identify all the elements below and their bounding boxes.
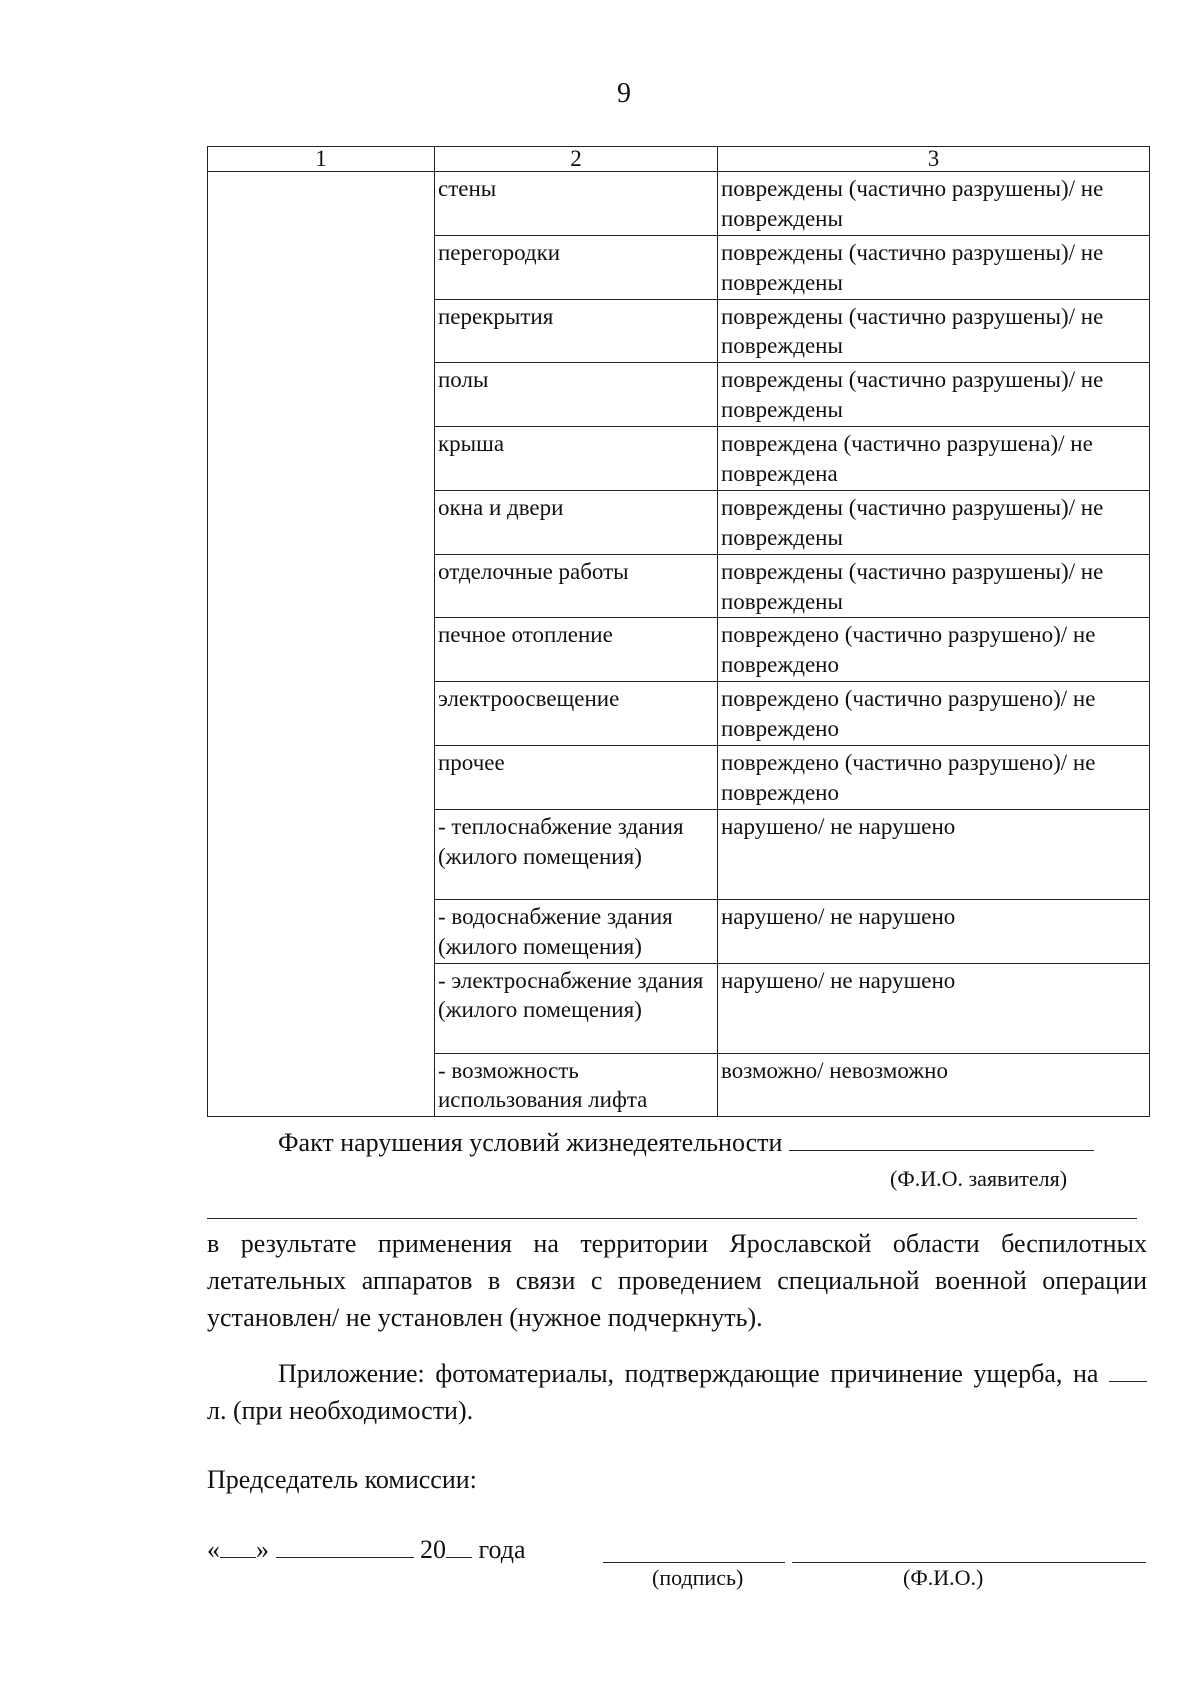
element-cell: электроосвещение	[435, 682, 718, 746]
element-cell: полы	[435, 363, 718, 427]
status-cell: повреждены (частично разрушены)/ не повреждены	[718, 235, 1150, 299]
status-cell: возможно/ невозможно	[718, 1053, 1150, 1117]
column-header-2: 2	[435, 147, 718, 172]
element-cell: окна и двери	[435, 490, 718, 554]
appendix-text-end: л. (при необходимости).	[207, 1395, 474, 1425]
status-cell: повреждена (частично разрушена)/ не повреждена	[718, 427, 1150, 491]
element-cell: - возможность использования лифта	[435, 1053, 718, 1117]
element-cell: печное отопление	[435, 618, 718, 682]
table-header-row	[208, 147, 1150, 172]
table-row	[208, 172, 1150, 236]
element-cell: - водоснабжение здания (жилого помещения)	[435, 899, 718, 963]
merged-object-cell	[208, 172, 435, 1117]
signature-caption: (подпись)	[652, 1565, 744, 1590]
date-line	[207, 1532, 526, 1569]
status-cell: повреждены (частично разрушены)/ не повреждены	[718, 363, 1150, 427]
status-cell: повреждено (частично разрушено)/ не повреждено	[718, 746, 1150, 810]
status-cell: повреждены (частично разрушены)/ не повреждены	[718, 299, 1150, 363]
status-cell: повреждено (частично разрушено)/ не повреждено	[718, 618, 1150, 682]
day-blank[interactable]	[220, 1557, 256, 1558]
fact-continuation-paragraph: в результате применения на территории Ярославской области беспилотных летательных аппаратов в связи с проведением специальной военной операции установлен/ не установлен (нужное подчеркнуть).	[207, 1229, 1147, 1332]
page-number: 9	[617, 78, 631, 109]
status-cell: нарушено/ не нарушено	[718, 809, 1150, 899]
chairman-name-blank[interactable]	[792, 1562, 1146, 1563]
year-blank[interactable]	[446, 1557, 472, 1558]
appendix-text-start: Приложение: фотоматериалы, подтверждающие причинение ущерба, на	[278, 1359, 1099, 1388]
element-cell: прочее	[435, 746, 718, 810]
status-cell: повреждены (частично разрушены)/ не повреждены	[718, 490, 1150, 554]
month-blank[interactable]	[276, 1557, 414, 1558]
year-prefix: 20	[420, 1535, 446, 1564]
element-cell: перегородки	[435, 235, 718, 299]
status-cell: повреждены (частично разрушены)/ не повреждены	[718, 554, 1150, 618]
chairman-label: Председатель комиссии:	[207, 1465, 477, 1494]
damage-assessment-table	[207, 146, 1150, 1117]
status-cell: нарушено/ не нарушено	[718, 899, 1150, 963]
element-cell: - теплоснабжение здания (жилого помещения)	[435, 809, 718, 899]
column-header-1: 1	[208, 147, 435, 172]
chairman-name-caption: (Ф.И.О.)	[903, 1565, 984, 1590]
fact-label: Факт нарушения условий жизнедеятельности	[278, 1128, 783, 1157]
element-cell: крыша	[435, 427, 718, 491]
applicant-caption: (Ф.И.О. заявителя)	[890, 1166, 1068, 1191]
pages-count-blank[interactable]	[1109, 1381, 1147, 1382]
date-close-quote: »	[256, 1535, 269, 1564]
applicant-continuation-blank[interactable]	[207, 1218, 1137, 1219]
signature-blank[interactable]	[603, 1562, 785, 1563]
applicant-name-blank[interactable]	[789, 1150, 1094, 1151]
status-cell: нарушено/ не нарушено	[718, 963, 1150, 1053]
column-header-3: 3	[718, 147, 1150, 172]
status-cell: повреждены (частично разрушены)/ не повреждены	[718, 172, 1150, 236]
element-cell: стены	[435, 172, 718, 236]
element-cell: отделочные работы	[435, 554, 718, 618]
status-cell: повреждено (частично разрушено)/ не повреждено	[718, 682, 1150, 746]
fact-statement-line	[278, 1128, 1094, 1158]
element-cell: перекрытия	[435, 299, 718, 363]
appendix-paragraph	[207, 1356, 1147, 1430]
year-suffix: года	[478, 1535, 526, 1564]
date-open-quote: «	[207, 1535, 220, 1564]
element-cell: - электроснабжение здания (жилого помещения)	[435, 963, 718, 1053]
